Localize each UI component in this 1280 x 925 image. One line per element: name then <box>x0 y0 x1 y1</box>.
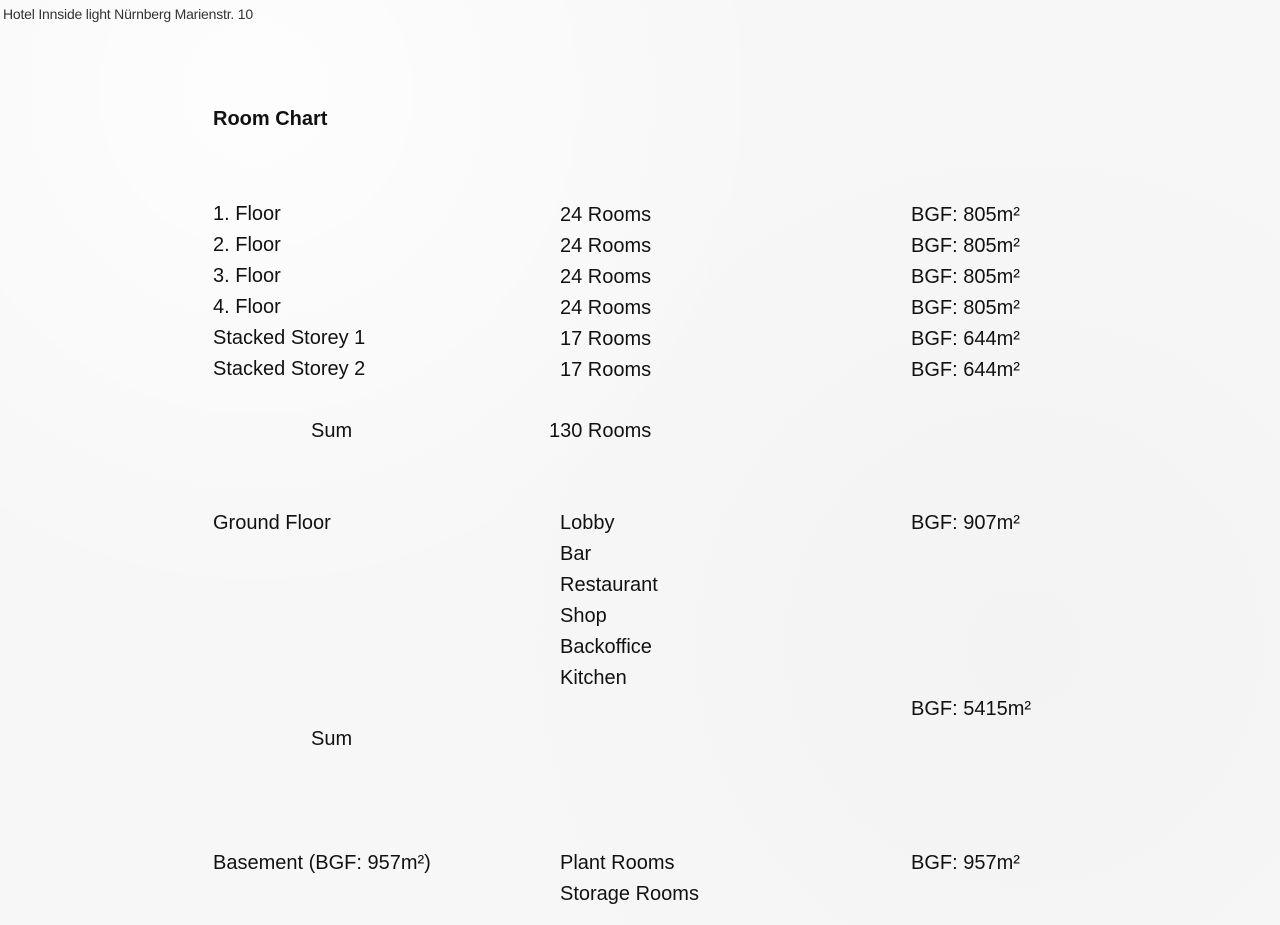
basement-area: Plant Rooms <box>560 852 675 874</box>
floor-bgf: BGF: 805m² <box>911 297 1020 319</box>
document-header: Hotel Innside light Nürnberg Marienstr. 10 <box>3 6 253 22</box>
ground-floor-area: Restaurant <box>560 574 658 596</box>
floor-bgf: BGF: 644m² <box>911 328 1020 350</box>
page-title: Room Chart <box>213 108 328 130</box>
floor-name: 4. Floor <box>213 296 281 318</box>
basement-bgf: BGF: 957m² <box>911 852 1020 874</box>
floor-room-count: 17 Rooms <box>560 328 652 350</box>
rooms-sum-value: 130 Rooms <box>549 420 652 442</box>
ground-floor-area: Kitchen <box>560 667 627 689</box>
floor-room-count: 24 Rooms <box>560 266 652 288</box>
floor-bgf: BGF: 644m² <box>911 359 1020 381</box>
basement-area: Storage Rooms <box>560 883 699 905</box>
floor-name: Stacked Storey 2 <box>213 358 366 380</box>
floor-room-count: 24 Rooms <box>560 297 652 319</box>
floor-room-count: 24 Rooms <box>560 204 652 226</box>
ground-floor-area: Lobby <box>560 512 615 534</box>
total-bgf: BGF: 5415m² <box>911 698 1032 720</box>
ground-floor-bgf: BGF: 907m² <box>911 512 1020 534</box>
ground-floor-name: Ground Floor <box>213 512 331 534</box>
ground-floor-area: Backoffice <box>560 636 652 658</box>
floor-room-count: 24 Rooms <box>560 235 652 257</box>
basement-name: Basement (BGF: 957m²) <box>213 852 431 874</box>
floor-name: 2. Floor <box>213 234 281 256</box>
floor-bgf: BGF: 805m² <box>911 235 1020 257</box>
floor-name: 1. Floor <box>213 203 281 225</box>
floor-bgf: BGF: 805m² <box>911 266 1020 288</box>
floor-room-count: 17 Rooms <box>560 359 652 381</box>
ground-floor-area: Bar <box>560 543 592 565</box>
total-sum-label: Sum <box>311 728 353 750</box>
floor-name: 3. Floor <box>213 265 281 287</box>
floor-name: Stacked Storey 1 <box>213 327 366 349</box>
rooms-sum-label: Sum <box>311 420 353 442</box>
floor-bgf: BGF: 805m² <box>911 204 1020 226</box>
ground-floor-area: Shop <box>560 605 607 627</box>
